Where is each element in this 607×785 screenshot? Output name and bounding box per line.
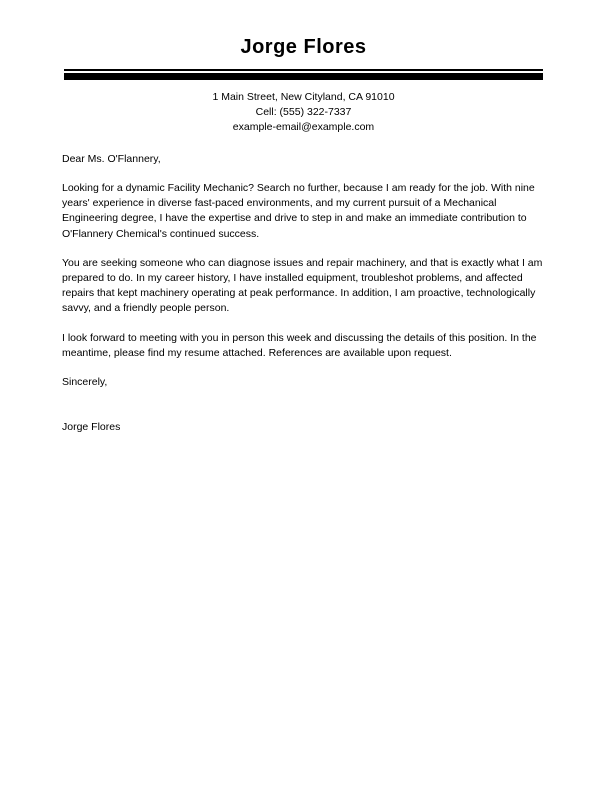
contact-block — [62, 90, 545, 136]
paragraph-closing: I look forward to meeting with you in person this week and discussing the details of this position. In the meantime, please find my resume attached. References are available upon request. — [62, 331, 537, 359]
closing-valediction: Sincerely, — [62, 376, 108, 389]
letter-body — [62, 152, 545, 436]
contact-address: 1 Main Street, New Cityland, CA 91010 — [212, 91, 395, 103]
signature-name: Jorge Flores — [62, 421, 121, 434]
contact-email: example-email@example.com — [232, 121, 375, 134]
paragraph-experience: You are seeking someone who can diagnose issues and repair machinery, and that is exactly what I am prepared to do. In my career history, I have installed equipment, troubleshot problems, and affected repairs that kept machinery operating at peak performance. In addition, I am proactive, technologically savvy, and a friendly people person. — [62, 256, 543, 315]
salutation: Dear Ms. O'Flannery, — [62, 152, 161, 165]
divider-thin-line — [64, 69, 543, 71]
paragraph-intro: Looking for a dynamic Facility Mechanic? Search no further, because I am ready for the job. With nine years' experience in diverse fast-paced environments, and my current pursuit of a Mechanical Engineering degree, I have the expertise and drive to step in and make an immediate contribution to O'Flannery Chemical's continued success. — [62, 181, 535, 240]
header-divider — [64, 69, 543, 80]
contact-phone: Cell: (555) 322-7337 — [255, 106, 352, 119]
divider-thick-bar — [64, 73, 543, 80]
applicant-name-heading: Jorge Flores — [240, 36, 367, 58]
